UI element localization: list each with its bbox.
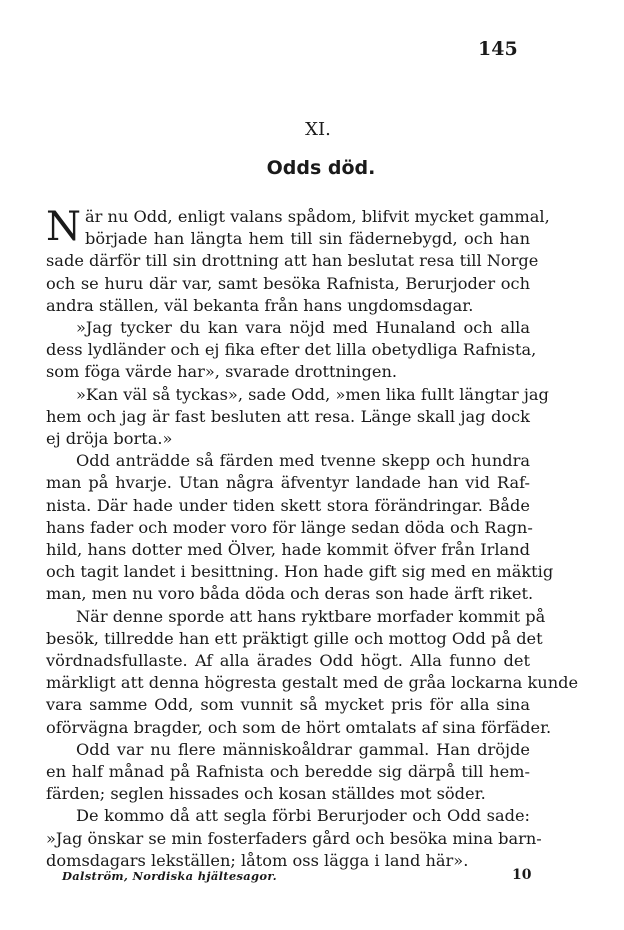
text-line: Odd var nu flere människoåldrar gammal. Han dröjde bbox=[76, 739, 530, 759]
text-line: vara samme Odd, som vunnit så mycket pris för alla sina bbox=[46, 695, 530, 715]
chapter-number: XI. bbox=[305, 119, 331, 140]
text-line: märkligt att denna högresta gestalt med de gråa lockarna kunde bbox=[46, 673, 579, 693]
text-line: man på hvarje. Utan några äfventyr landade han vid Raf- bbox=[46, 473, 530, 493]
footer-signature: 10 bbox=[512, 867, 532, 883]
text-line: ej dröja borta.» bbox=[46, 429, 173, 449]
text-line: andra ställen, väl bekanta från hans ungdomsdagar. bbox=[46, 295, 474, 315]
text-line: domsdagars lekställen; låtom oss lägga i land här». bbox=[46, 850, 469, 870]
text-line: och tagit landet i besittning. Hon hade gift sig med en mäktig bbox=[46, 562, 554, 582]
text-line: färden; seglen hissades och kosan ställdes mot söder. bbox=[46, 784, 486, 804]
text-line: När denne sporde att hans ryktbare morfader kommit på bbox=[76, 606, 546, 626]
chapter-title: Odds död. bbox=[266, 157, 376, 179]
text-line: hild, hans dotter med Ölver, hade kommit öfver från Irland bbox=[46, 540, 530, 560]
text-line: hans fader och moder voro för länge sedan döda och Ragn- bbox=[46, 517, 533, 537]
text-line: vördnadsfullaste. Af alla ärades Odd högt. Alla funno det bbox=[46, 651, 530, 671]
text-line: sade därför till sin drottning att han beslutat resa till Norge bbox=[46, 251, 539, 271]
text-line: hem och jag är fast besluten att resa. Länge skall jag dock bbox=[46, 406, 530, 426]
page-number: 145 bbox=[478, 38, 518, 60]
text-line: dess lydländer och ej fika efter det lilla obetydliga Rafnista, bbox=[46, 340, 537, 360]
text-line: är nu Odd, enligt valans spådom, blifvit mycket gammal, bbox=[85, 207, 550, 226]
text-line: började han längta hem till sin fädernebygd, och han bbox=[85, 229, 530, 249]
text-line: Odd anträdde så färden med tvenne skepp och hundra bbox=[76, 451, 530, 471]
text-line: »Jag önskar se min fosterfaders gård och besöka mina barn- bbox=[46, 828, 542, 848]
text-line: och se huru där var, samt besöka Rafnista, Berurjoder och bbox=[46, 273, 530, 293]
text-line: »Jag tycker du kan vara nöjd med Hunaland och alla bbox=[76, 318, 530, 338]
text-line: besök, tillredde han ett präktigt gille och mottog Odd på det bbox=[46, 628, 543, 648]
text-line: som föga värde har», svarade drottningen. bbox=[46, 362, 398, 382]
text-line: »Kan väl så tyckas», sade Odd, »men lika fullt längtar jag bbox=[76, 384, 549, 404]
text-line: De kommo då att segla förbi Berurjoder och Odd sade: bbox=[76, 806, 530, 826]
text-line: nista. Där hade under tiden skett stora förändringar. Både bbox=[46, 495, 530, 515]
footer-source: Dalström, Nordiska hjältesagor. bbox=[62, 869, 277, 883]
body-text bbox=[46, 204, 579, 872]
text-line: en half månad på Rafnista och beredde sig därpå till hem- bbox=[46, 762, 530, 782]
text-line: man, men nu voro båda döda och deras son hade ärft riket. bbox=[46, 584, 534, 604]
text-line: oförvägna bragder, och som de hört omtalats af sina förfäder. bbox=[46, 717, 552, 737]
drop-cap: N bbox=[46, 204, 81, 250]
